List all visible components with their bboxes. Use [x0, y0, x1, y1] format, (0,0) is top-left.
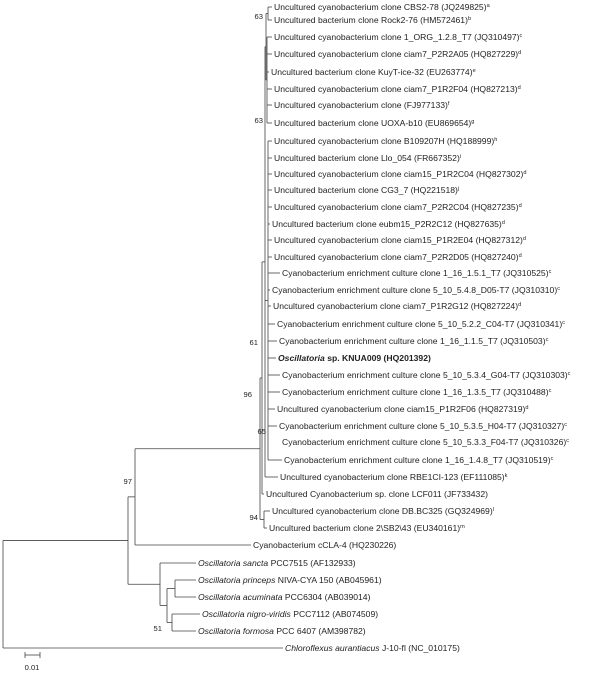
- leaf-name: Uncultured cyanobacterium clone ciam7_P2R2D05 (HQ827240): [274, 252, 519, 262]
- leaf-name: sp. KNUA009 (HQ201392): [324, 353, 431, 363]
- leaf-name: PCC6304 (AB039014): [282, 592, 371, 602]
- leaf-superscript: m: [460, 524, 465, 530]
- leaf-label-l14: [272, 219, 505, 229]
- leaf-name: Uncultured Cyanobacterium sp. clone LCF011 (JF733432): [266, 489, 488, 499]
- leaf-name: Cyanobacterium enrichment culture clone 5_10_5.3.4_G04-T7 (JQ310303): [282, 370, 568, 380]
- bootstrap-value-b7: 97: [123, 477, 132, 486]
- leaf-label-l23: [282, 370, 571, 380]
- leaf-name: Cyanobacterium enrichment culture clone 1_16_1.4.8_T7 (JQ310519): [284, 455, 551, 465]
- leaf-superscript: c: [566, 438, 570, 444]
- leaf-label-l1: [274, 2, 491, 12]
- leaf-name: Uncultured cyanobacterium clone ciam7_P1R2F04 (HQ827213): [274, 84, 518, 94]
- leaf-name: PCC7515 (AF132933): [268, 558, 356, 568]
- leaf-name: Cyanobacterium enrichment culture clone 5_10_5.2.2_C04-T7 (JQ310341): [277, 319, 563, 329]
- bootstrap-value-b5: 94: [249, 513, 258, 522]
- leaf-label-l7: [274, 100, 450, 110]
- leaf-superscript: c: [519, 33, 523, 39]
- leaf-label-l36: [198, 592, 371, 602]
- leaf-label-l4: [274, 49, 521, 59]
- leaf-superscript: c: [548, 388, 552, 394]
- leaf-label-l31: [272, 506, 494, 516]
- leaf-label-l8: [274, 118, 474, 128]
- leaf-name: PCC7112 (AB074509): [290, 609, 379, 619]
- leaf-name: Uncultured cyanobacterium clone ciam7_P1R2G12 (HQ827224): [273, 301, 519, 311]
- leaf-label-l21: [279, 336, 549, 346]
- bootstrap-value-b4: 65: [257, 427, 266, 436]
- leaf-superscript: h: [494, 137, 498, 143]
- leaf-label-l27: [282, 437, 569, 447]
- leaf-name: Uncultured cyanobacterium clone RBE1CI-123 (EF111085): [280, 472, 505, 482]
- leaf-name: Uncultured cyanobacterium clone ciam15_P1R2F06 (HQ827319): [277, 404, 526, 414]
- bootstrap-value-b6: 96: [243, 390, 252, 399]
- leaf-label-l33: [253, 540, 396, 550]
- leaf-label-l19: [273, 301, 521, 311]
- leaf-name: Uncultured bacterium clone Rock2-76 (HM572461): [274, 15, 468, 25]
- leaf-name: Cyanobacterium enrichment culture clone 5_10_5.4.8_D05-T7 (JQ310310): [272, 285, 558, 295]
- scale-bar: [25, 652, 40, 672]
- leaf-taxon-italic: Oscillatoria acuminata: [198, 592, 283, 602]
- leaf-superscript: l: [492, 507, 494, 513]
- leaf-superscript: c: [548, 269, 552, 275]
- leaf-superscript: f: [447, 101, 450, 107]
- leaf-name: Cyanobacterium cCLA-4 (HQ230226): [253, 540, 397, 550]
- leaf-label-l6: [274, 84, 521, 94]
- bootstrap-value-b2: 63: [254, 116, 263, 125]
- leaf-name: Uncultured cyanobacterium clone CBS2-78 (JQ249825): [274, 2, 487, 12]
- scale-bar-label: 0.01: [24, 663, 40, 672]
- leaf-name: Cyanobacterium enrichment culture clone 5_10_5.3.3_F04-T7 (JQ310326): [282, 437, 567, 447]
- leaf-label-l10: [274, 153, 461, 163]
- leaf-name: Cyanobacterium enrichment culture clone 1_16_1.1.5_T7 (JQ310503): [279, 336, 546, 346]
- leaf-name: Cyanobacterium enrichment culture clone 5_10_5.3.5_H04-T7 (JQ310327): [279, 421, 565, 431]
- leaf-superscript: d: [523, 170, 527, 176]
- leaf-name: Uncultured cyanobacterium clone B109207H (HQ188999): [274, 136, 495, 146]
- leaf-label-l20: [277, 319, 565, 329]
- bootstrap-value-b8: 51: [153, 624, 162, 633]
- leaf-label-l37: [202, 609, 378, 619]
- bootstrap-value-b1: 63: [254, 12, 263, 21]
- leaf-superscript: e: [472, 68, 476, 74]
- leaf-label-l5: [271, 67, 476, 77]
- leaf-name: Uncultured bacterium clone Llo_054 (FR667352): [274, 153, 460, 163]
- leaf-name: Uncultured bacterium clone eubm15_P2R2C12 (HQ827635): [272, 219, 502, 229]
- leaf-superscript: c: [550, 456, 554, 462]
- leaf-name: Uncultured cyanobacterium clone DB.BC325 (GQ324969): [272, 506, 493, 516]
- leaf-label-l3: [274, 32, 523, 42]
- leaf-superscript: b: [467, 16, 472, 22]
- leaf-superscript: d: [518, 50, 522, 56]
- bootstrap-value-b3: 61: [249, 338, 258, 347]
- leaf-superscript: i: [459, 154, 462, 160]
- leaf-label-l22: [278, 353, 431, 363]
- leaf-superscript: c: [567, 371, 571, 377]
- leaf-superscript: d: [518, 203, 522, 209]
- leaf-label-l9: [274, 136, 497, 146]
- leaf-taxon-italic: Chloroflexus aurantiacus: [285, 643, 380, 653]
- leaf-superscript: k: [504, 473, 508, 479]
- leaf-name: Uncultured cyanobacterium clone 1_ORG_1.2.8_T7 (JQ310497): [274, 32, 520, 42]
- tree-branches: [3, 7, 283, 648]
- leaf-label-l17: [282, 268, 552, 278]
- leaf-taxon-italic: Oscillatoria nigro-viridis: [202, 609, 291, 619]
- leaf-name: PCC 6407 (AM398782): [273, 626, 366, 636]
- leaf-name: Uncultured cyanobacterium clone ciam7_P2R2C04 (HQ827235): [274, 202, 519, 212]
- leaf-name: Uncultured bacterium clone KuyT-ice-32 (EU263774): [271, 67, 473, 77]
- leaf-taxon-italic: Oscillatoria princeps: [198, 575, 276, 585]
- leaf-label-l30: [266, 489, 488, 499]
- leaf-label-l2: [274, 15, 471, 25]
- leaf-label-l28: [284, 455, 554, 465]
- leaf-label-l32: [269, 523, 465, 533]
- leaf-name: Uncultured cyanobacterium clone (FJ977133): [274, 100, 448, 110]
- leaf-superscript: d: [518, 302, 522, 308]
- leaf-name: Uncultured cyanobacterium clone ciam15_P1R2E04 (HQ827312): [274, 235, 523, 245]
- leaf-superscript: d: [517, 85, 521, 91]
- leaf-label-l13: [274, 202, 522, 212]
- leaf-superscript: d: [501, 220, 505, 226]
- leaf-superscript: c: [564, 422, 567, 428]
- leaf-taxon-italic: Oscillatoria: [278, 353, 325, 363]
- leaf-name: Uncultured cyanobacterium clone ciam15_P1R2C04 (HQ827302): [274, 169, 524, 179]
- leaf-label-l29: [280, 472, 508, 482]
- leaf-label-l11: [274, 169, 526, 179]
- leaf-label-l34: [198, 558, 356, 568]
- leaf-label-l35: [198, 575, 382, 585]
- leaf-superscript: d: [525, 405, 529, 411]
- leaf-label-l24: [282, 387, 552, 397]
- leaf-superscript: c: [562, 320, 565, 326]
- leaf-superscript: g: [471, 119, 475, 125]
- leaf-name: Uncultured bacterium clone CG3_7 (HQ221518): [274, 185, 458, 195]
- leaf-label-l25: [277, 404, 529, 414]
- leaf-taxon-italic: Oscillatoria formosa: [198, 626, 274, 636]
- leaf-labels: [198, 2, 571, 653]
- leaf-superscript: d: [522, 236, 527, 242]
- bootstrap-values: [123, 12, 269, 633]
- leaf-name: Uncultured bacterium clone 2\SB2\43 (EU340161): [269, 523, 461, 533]
- leaf-label-l26: [279, 421, 567, 431]
- leaf-name: Uncultured bacterium clone UOXA-b10 (EU869654): [274, 118, 472, 128]
- leaf-label-l15: [274, 235, 526, 245]
- leaf-label-l16: [274, 252, 522, 262]
- leaf-name: NIVA-CYA 150 (AB045961): [275, 575, 382, 585]
- leaf-superscript: c: [545, 337, 549, 343]
- leaf-superscript: c: [557, 286, 560, 292]
- leaf-taxon-italic: Oscillatoria sancta: [198, 558, 269, 568]
- leaf-label-l39: [285, 643, 460, 653]
- leaf-name: Cyanobacterium enrichment culture clone 1_16_1.3.5_T7 (JQ310488): [282, 387, 549, 397]
- leaf-name: J-10-fl (NC_010175): [379, 643, 460, 653]
- leaf-superscript: d: [518, 253, 522, 259]
- leaf-label-l18: [272, 285, 560, 295]
- leaf-name: Uncultured cyanobacterium clone ciam7_P2R2A05 (HQ827229): [274, 49, 519, 59]
- leaf-superscript: a: [486, 3, 490, 9]
- leaf-name: Cyanobacterium enrichment culture clone 1_16_1.5.1_T7 (JQ310525): [282, 268, 549, 278]
- leaf-label-l12: [274, 185, 459, 195]
- leaf-superscript: j: [457, 186, 460, 192]
- leaf-label-l38: [198, 626, 366, 636]
